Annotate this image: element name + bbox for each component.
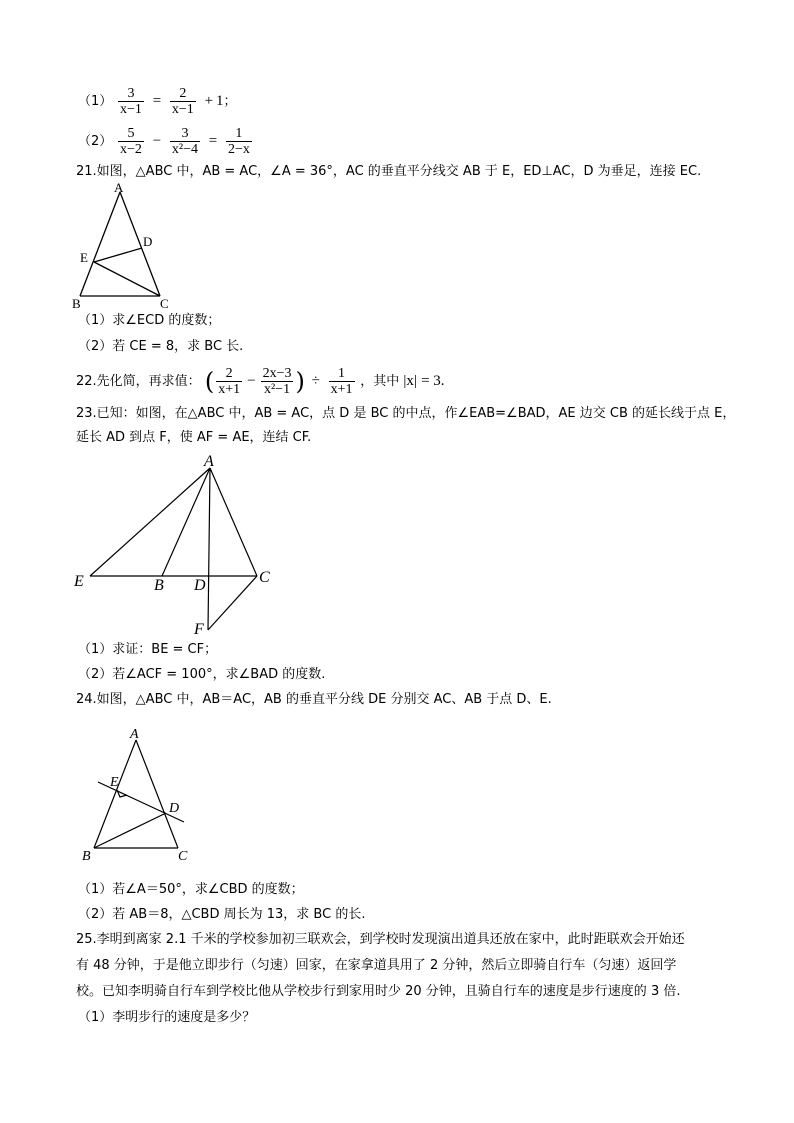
q21-label-a: A [114, 180, 124, 195]
q20-part1-equation: （1） $\frac{3}{x-1}$ = $\frac{2}{x-1}$ + 1； [78, 86, 237, 117]
q25-sub1: （1）李明步行的速度是多少？ [78, 1010, 256, 1025]
q23-stem-line1: 23.已知：如图，在△ABC 中，AB = AC，点 D 是 BC 的中点，作∠EAB=∠BAD，AE 边交 CB 的延长线于点 E， [76, 406, 736, 421]
q24-label-b: B [82, 849, 91, 864]
fraction: $\frac{2x-3}{\text{x²−1}}$ [262, 366, 292, 397]
q23-sub2: （2）若∠ACF = 100°，求∠BAD 的度数. [78, 667, 326, 682]
q21-triangle-figure [72, 180, 182, 312]
q21-label-c: C [160, 296, 169, 311]
q24-sub1: （1）若∠A＝50°，求∠CBD 的度数； [78, 882, 304, 897]
q23-label-c: C [259, 569, 270, 586]
q21-stem: 21.如图，△ABC 中，AB = AC，∠A = 36°，AC 的垂直平分线交 AB 于 E，ED⊥AC，D 为垂足，连接 EC. [76, 164, 702, 179]
q21-label-d: D [143, 234, 153, 249]
fraction: $\frac{3}{\text{x²−4}}$ [171, 126, 198, 157]
q24-stem: 24.如图，△ABC 中，AB＝AC，AB 的垂直平分线 DE 分别交 AC、AB 于点 D、E. [76, 692, 552, 707]
q24-label-e: E [110, 775, 119, 790]
q25-stem-line3: 校。已知李明骑自行车到学校比他从学校步行到家用时少 20 分钟，且骑自行车的速度是步行速度的 3 倍. [76, 984, 681, 999]
q24-label-c: C [178, 849, 188, 864]
fraction: $\frac{1}{x+1}$ [330, 366, 353, 397]
fraction: $\frac{2}{x-1}$ [171, 86, 194, 117]
q23-label-e: E [74, 573, 84, 590]
q21-sub1: （1）求∠ECD 的度数； [78, 313, 221, 328]
q23-label-f: F [194, 621, 204, 638]
fraction: $\frac{3}{x-1}$ [120, 86, 142, 117]
q24-sub2: （2）若 AB＝8，△CBD 周长为 13，求 BC 的长. [78, 907, 366, 922]
q20-part2-label: （2） [78, 133, 113, 149]
q24-label-d: D [169, 801, 180, 816]
q22-mid-text: ，其中 [360, 373, 400, 389]
fraction: $\frac{5}{x-2}$ [120, 126, 142, 157]
q21-sub2: （2）若 CE = 8，求 BC 长. [78, 339, 244, 354]
q23-label-d: D [194, 577, 206, 594]
q25-stem-line1: 25.李明到离家 2.1 千米的学校参加初三联欢会，到学校时发现演出道具还放在家中，此时距联欢会开始还 [76, 932, 685, 947]
q21-label-e: E [80, 250, 88, 265]
fraction: $\frac{1}{2-x}$ [227, 126, 250, 157]
fraction: $\frac{2}{x+1}$ [218, 366, 241, 397]
q20-part2-equation: （2） $\frac{5}{x-2}$ − $\frac{3}{\text{x²−4}}$ = $\frac{1}{2-x}$ [78, 126, 250, 157]
q23-label-a: A [204, 453, 214, 470]
q21-label-b: B [72, 296, 81, 311]
q24-triangle-figure [78, 722, 198, 864]
q24-label-a: A [130, 727, 139, 742]
q22-tail: = 3. [421, 372, 445, 389]
q25-stem-line2: 有 48 分钟，于是他立即步行（匀速）回家，在家拿道具用了 2 分钟，然后立即骑自行车（匀速）返回学 [76, 958, 677, 973]
q23-triangle-figure [70, 450, 280, 640]
q20-part1-label: （1） [78, 93, 113, 109]
q22-prefix: 22.先化简，再求值： [76, 373, 201, 389]
q23-stem-line2: 延长 AD 到点 F，使 AF = AE，连结 CF. [76, 430, 312, 445]
q23-label-b: B [154, 577, 164, 594]
q22-abs-x: |x| [403, 372, 417, 389]
q22-expression: 22.先化简，再求值： ( $\frac{2}{x+1}$ − $\frac{2x-3}{\text{x²−1}}$ ) ÷ $\frac{1}{x+1}$ ，其中 |x| = 3. [76, 366, 445, 397]
q23-sub1: （1）求证：BE = CF； [78, 642, 218, 657]
